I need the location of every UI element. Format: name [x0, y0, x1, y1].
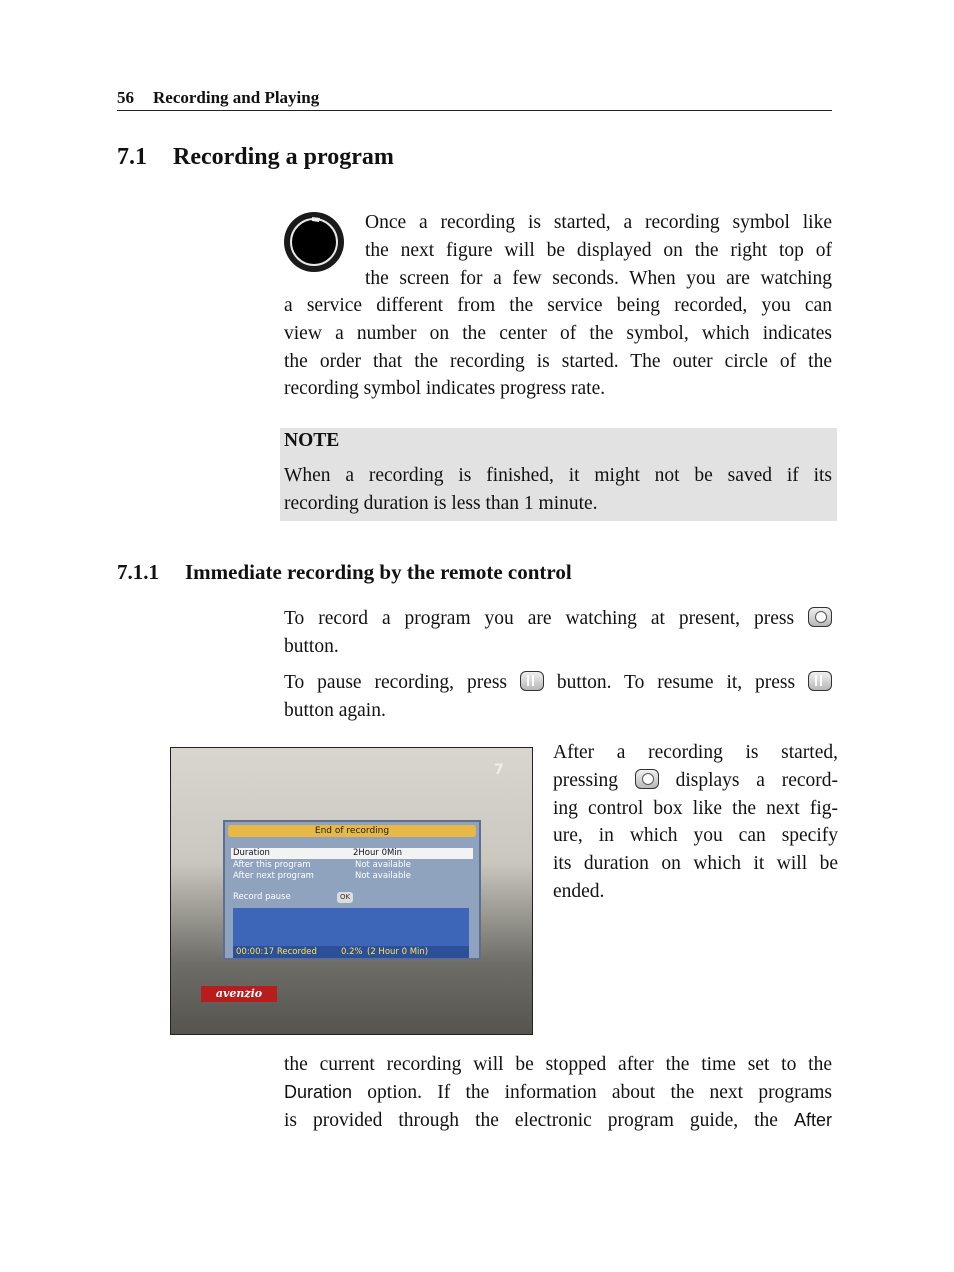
side-line: ure, in which you can specify [553, 825, 838, 847]
pause-line [284, 669, 832, 697]
pause-button-icon [808, 671, 832, 691]
page-number: 56 [117, 88, 134, 107]
closing-text: is provided through the electronic program guide, the [284, 1109, 778, 1131]
record-button-icon [808, 607, 832, 627]
osd-row-label: After next program [233, 871, 314, 881]
side-pressing: pressing [553, 769, 618, 791]
note-label: NOTE [284, 430, 340, 451]
side-line-rest: displays a record- [675, 769, 838, 791]
ok-button-icon: OK [337, 892, 353, 903]
subsection-heading [117, 560, 572, 585]
avenzio-logo: avenzio [201, 986, 277, 1002]
section-title: Recording a program [173, 144, 394, 170]
osd-row-label: Record pause [233, 892, 291, 902]
osd-status-time: 00:00:17 Recorded [236, 947, 317, 957]
note-line: When a recording is finished, it might not be saved if its [284, 465, 832, 486]
record-paragraph [284, 605, 832, 661]
osd-row-label: After this program [233, 860, 311, 870]
osd-row-value: Not available [355, 871, 411, 881]
pause-text-c: button again. [284, 699, 386, 721]
after-option-label: After [793, 1109, 832, 1130]
osd-row-after-this [233, 860, 411, 871]
record-line [284, 605, 832, 633]
osd-row-duration [231, 848, 473, 859]
side-line: its duration on which it will be [553, 853, 838, 875]
osd-row-value: Not available [355, 860, 411, 870]
osd-row-value: 2Hour 0Min [353, 848, 403, 858]
closing-line: the current recording will be stopped after the time set to the [284, 1054, 832, 1075]
side-line: ended. [553, 880, 605, 902]
record-text-after: button. [284, 635, 339, 657]
osd-row-label: Duration [233, 848, 270, 858]
note-line: recording duration is less than 1 minute. [284, 492, 598, 514]
osd-row-record-pause [233, 892, 351, 903]
side-line: ing control box like the next fig- [553, 797, 838, 819]
chapter-title: Recording and Playing [153, 88, 320, 107]
closing-line [284, 1079, 832, 1107]
record-button-icon [635, 769, 659, 789]
intro-line: the screen for a few seconds. When you are watching [365, 267, 832, 289]
pause-paragraph [284, 669, 832, 725]
subsection-title: Immediate recording by the remote control [185, 560, 572, 584]
closing-paragraph [284, 1051, 832, 1134]
pause-text-b: button. To resume it, press [556, 672, 796, 693]
osd-info-box [233, 908, 469, 946]
recording-control-box [223, 820, 481, 960]
intro-line: view a number on the center of the symbol, which indicates [284, 322, 832, 344]
side-line: After a recording is started, [553, 742, 838, 763]
side-paragraph [553, 739, 838, 906]
section-heading [117, 144, 394, 171]
side-line [553, 767, 838, 795]
osd-status-duration: (2 Hour 0 Min) [367, 947, 429, 957]
intro-line: the next figure will be displayed on the right top of [365, 239, 832, 261]
closing-line [284, 1107, 832, 1135]
intro-line: the order that the recording is started. The outer circle of the [284, 350, 832, 372]
osd-status-percent: 0.2% [341, 947, 363, 957]
channel-logo-icon: 7 [494, 762, 504, 778]
running-header [117, 86, 832, 111]
osd-row-after-next [233, 871, 411, 882]
osd-title: End of recording [228, 825, 476, 837]
note-text [284, 462, 832, 518]
intro-paragraph-top [365, 209, 832, 292]
pause-text-a: To pause recording, press [284, 672, 508, 693]
intro-paragraph-bottom [284, 292, 832, 403]
osd-status-bar [233, 946, 469, 958]
recording-control-screenshot [170, 747, 533, 1035]
closing-text: option. If the information about the next programs [367, 1081, 832, 1103]
section-number: 7.1 [117, 144, 147, 170]
pause-button-icon [520, 671, 544, 691]
intro-line: a service different from the service being recorded, you can [284, 295, 832, 316]
recording-symbol-icon [283, 211, 345, 273]
intro-line: Once a recording is started, a recording symbol like [365, 212, 832, 233]
note-box [280, 428, 837, 521]
record-text: To record a program you are watching at present, press [284, 608, 795, 629]
duration-option-label: Duration [284, 1081, 353, 1102]
intro-line: recording symbol indicates progress rate. [284, 378, 606, 400]
subsection-number: 7.1.1 [117, 560, 159, 584]
